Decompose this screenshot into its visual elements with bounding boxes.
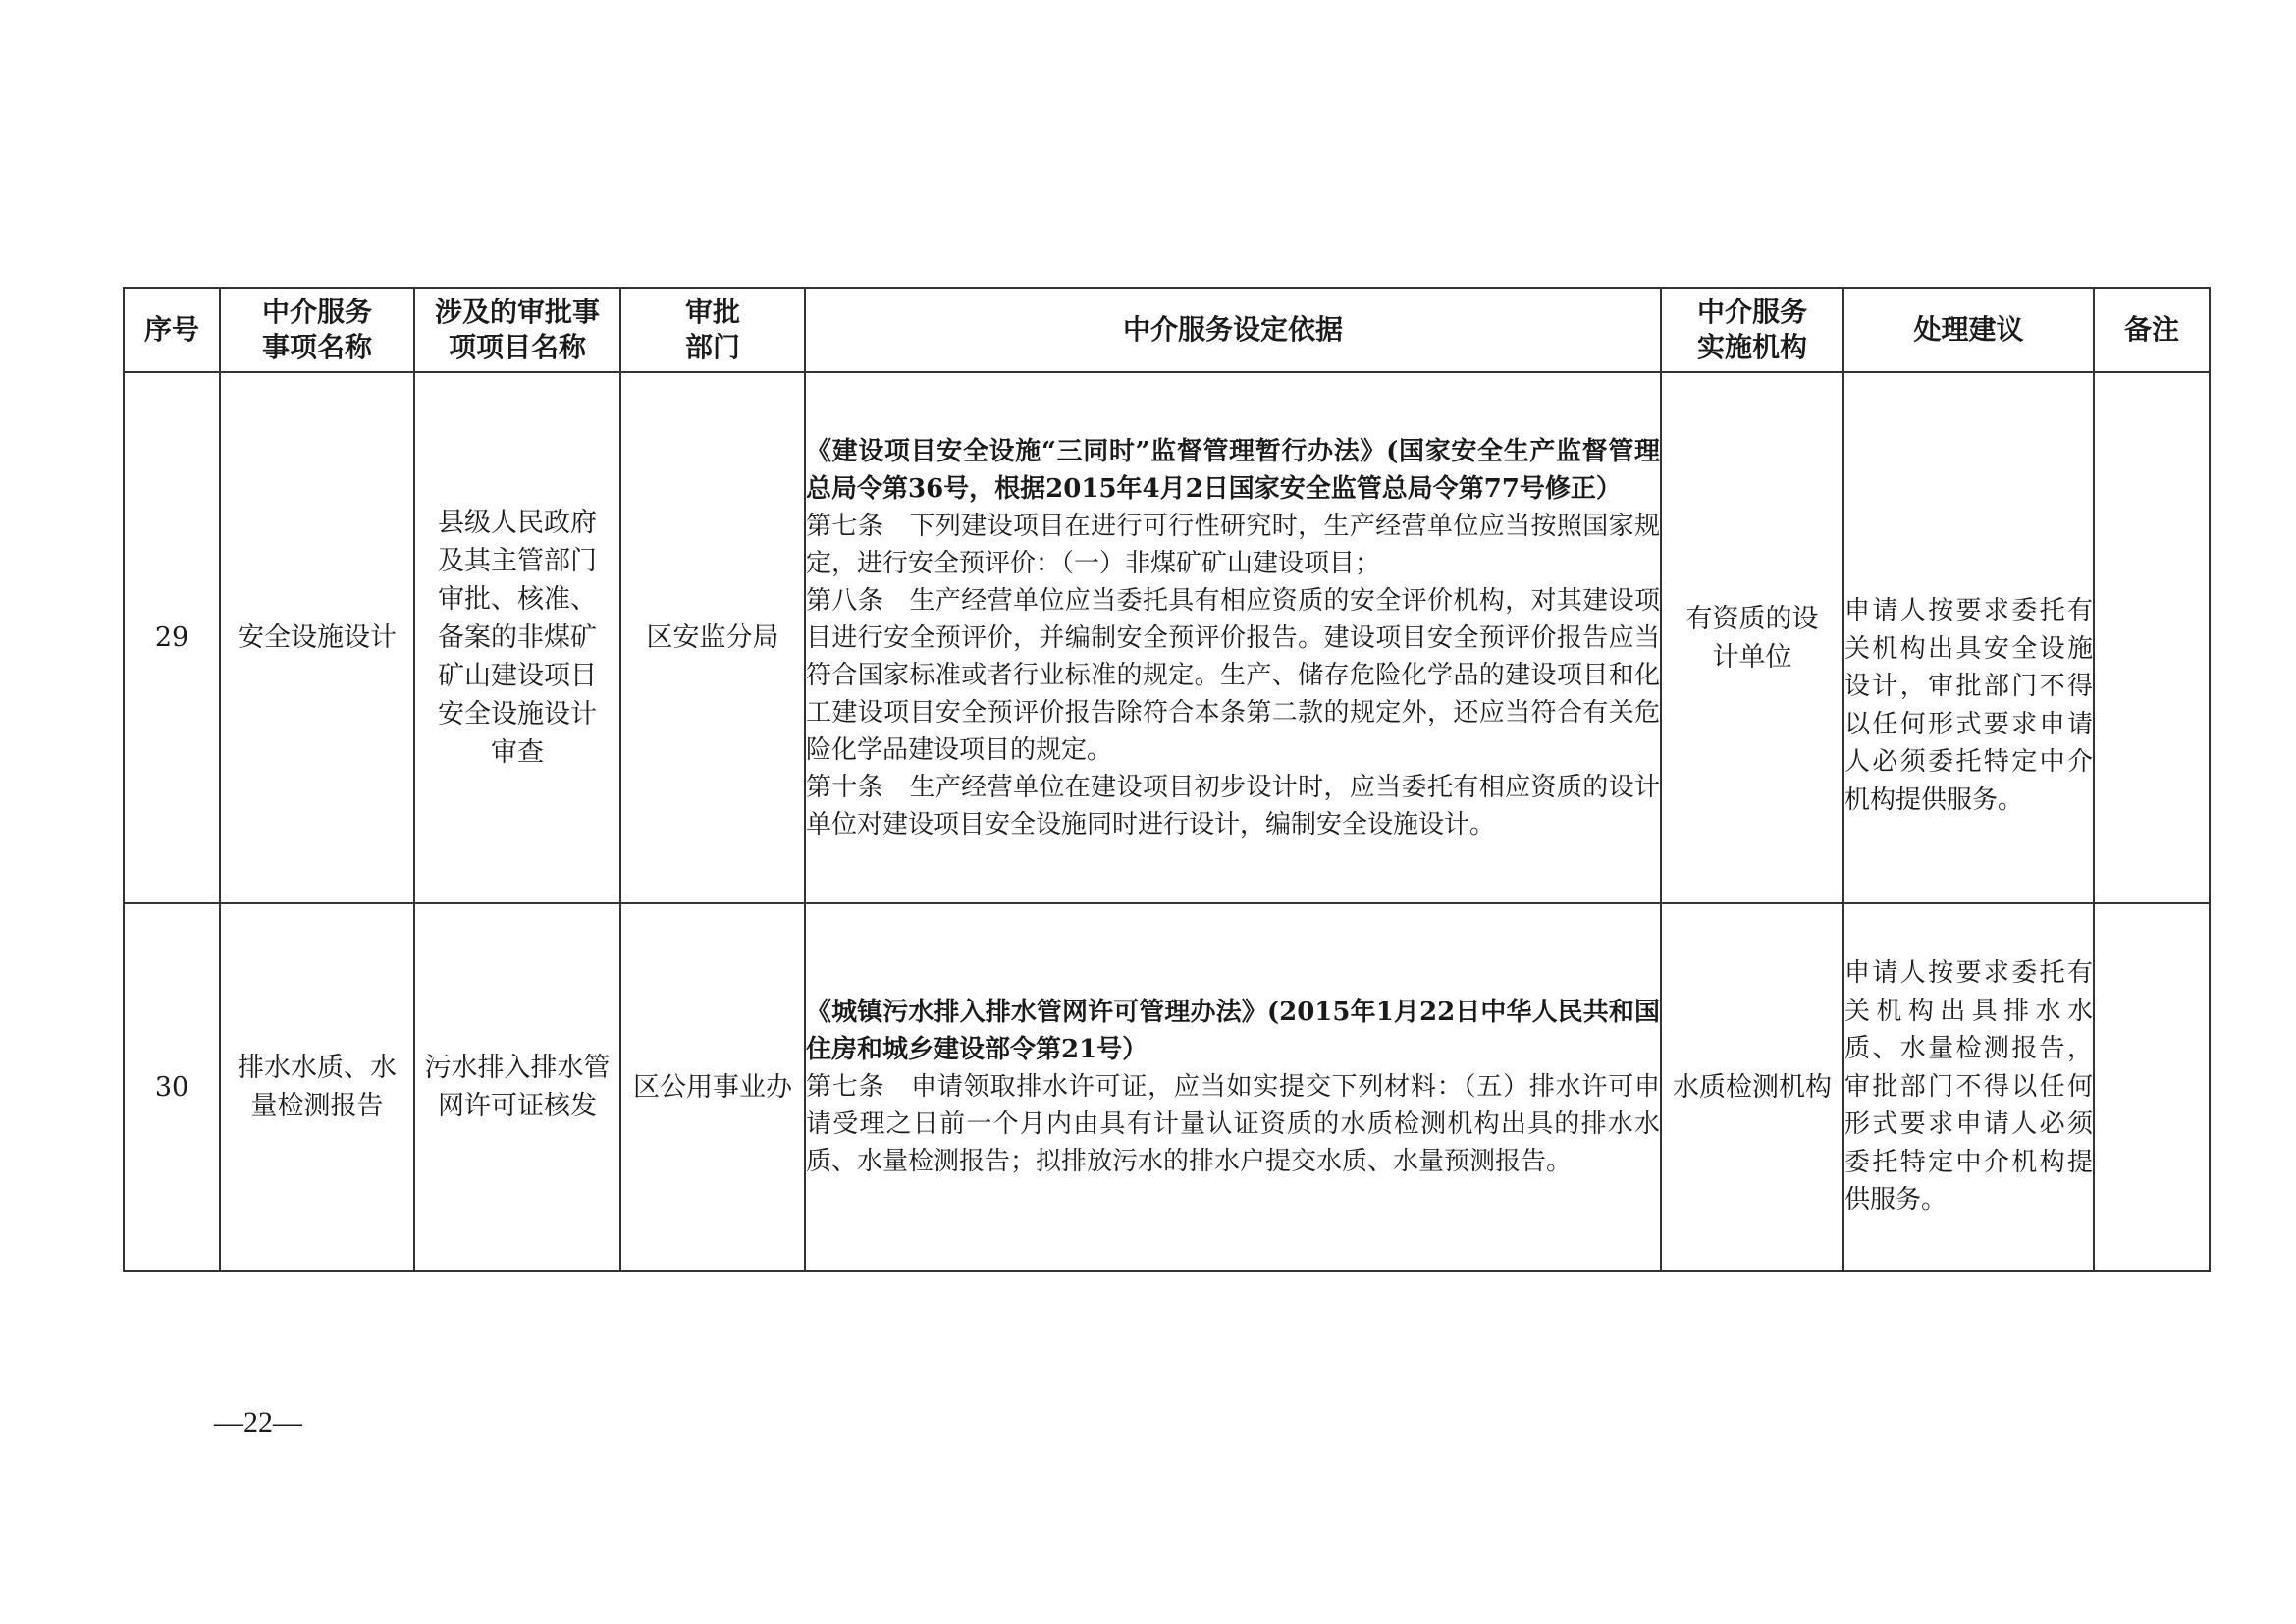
header-dept (620, 288, 805, 372)
header-no: 序号 (124, 288, 220, 372)
page-number: —22— (214, 1406, 302, 1438)
basis-article: 第七条 下列建设项目在进行可行性研究时，生产经营单位应当按照国家规定，进行安全预评价：（一）非煤矿矿山建设项目； (806, 511, 1660, 578)
basis-article: 第八条 生产经营单位应当委托具有相应资质的安全评价机构，对其建设项目进行安全预评价，并编制安全预评价报告。建设项目安全预评价报告应当符合国家标准或者行业标准的规定。生产、储存危险化学品的建设项目和化工建设项目安全预评价报告除符合本条第二款的规定外，还应当符合有关危险化学品建设项目的规定。 (806, 585, 1660, 765)
cell-advice (1843, 372, 2094, 903)
basis-law-title: 《建设项目安全设施“三同时”监督管理暂行办法》(国家安全生产监督管理总局令第36号，根据2015年4月2日国家安全监管总局令第77号修正） (806, 436, 1660, 504)
header-basis: 中介服务设定依据 (805, 288, 1661, 372)
cell-remark (2094, 903, 2210, 1271)
cell-no: 30 (124, 903, 220, 1271)
cell-dept: 区公用事业办 (620, 903, 805, 1271)
header-approval-item-text: 涉及的审批事 项项目名称 (434, 296, 600, 363)
cell-advice-text: 申请人按要求委托有关机构出具安全设施设计，审批部门不得以任何形式要求申请人必须委托特定中介机构提供服务。 (1844, 596, 2093, 815)
cell-item-text: 排水水质、水 量检测报告 (238, 1053, 397, 1121)
intermediary-service-table (123, 287, 2211, 1272)
header-item (220, 288, 414, 372)
header-item-text: 中介服务 事项名称 (261, 296, 372, 363)
cell-item: 安全设施设计 (220, 372, 414, 903)
cell-advice-text: 申请人按要求委托有关机构出具排水水质、水量检测报告，审批部门不得以任何形式要求申请人必须委托特定中介机构提供服务。 (1844, 958, 2093, 1216)
cell-approval-item-text: 污水排入排水管 网许可证核发 (424, 1053, 611, 1121)
basis-law-title: 《城镇污水排入排水管网许可管理办法》(2015年1月22日中华人民共和国住房和城乡建设部令第21号） (806, 998, 1660, 1064)
basis-article: 第七条 申请领取排水许可证，应当如实提交下列材料：（五）排水许可申请受理之日前一个月内由具有计量认证资质的水质检测机构出具的排水水质、水量检测报告；拟排放污水的排水户提交水质、水量预测报告。 (806, 1072, 1660, 1176)
cell-item (220, 903, 414, 1271)
header-agency-text: 中介服务 实施机构 (1696, 296, 1807, 363)
cell-agency: 水质检测机构 (1661, 903, 1843, 1271)
header-dept-text: 审批 部门 (684, 296, 740, 363)
header-approval-item (414, 288, 620, 372)
cell-approval-item (414, 903, 620, 1271)
cell-basis (805, 372, 1661, 903)
cell-dept: 区安监分局 (620, 372, 805, 903)
basis-article: 第十条 生产经营单位在建设项目初步设计时，应当委托有相应资质的设计单位对建设项目安全设施同时进行设计，编制安全设施设计。 (806, 772, 1660, 839)
cell-agency-text: 有资质的设 计单位 (1685, 603, 1819, 673)
cell-approval-item-text: 县级人民政府 及其主管部门 审批、核准、 备案的非煤矿 矿山建设项目 安全设施设计 审查 (438, 508, 597, 768)
table-row (124, 903, 2210, 1271)
cell-basis (805, 903, 1661, 1271)
cell-advice (1843, 903, 2094, 1271)
header-advice: 处理建议 (1843, 288, 2094, 372)
cell-no: 29 (124, 372, 220, 903)
table-header-row (124, 288, 2210, 372)
cell-approval-item (414, 372, 620, 903)
header-remark: 备注 (2094, 288, 2210, 372)
header-agency (1661, 288, 1843, 372)
cell-remark (2094, 372, 2210, 903)
table-row (124, 372, 2210, 903)
cell-agency (1661, 372, 1843, 903)
